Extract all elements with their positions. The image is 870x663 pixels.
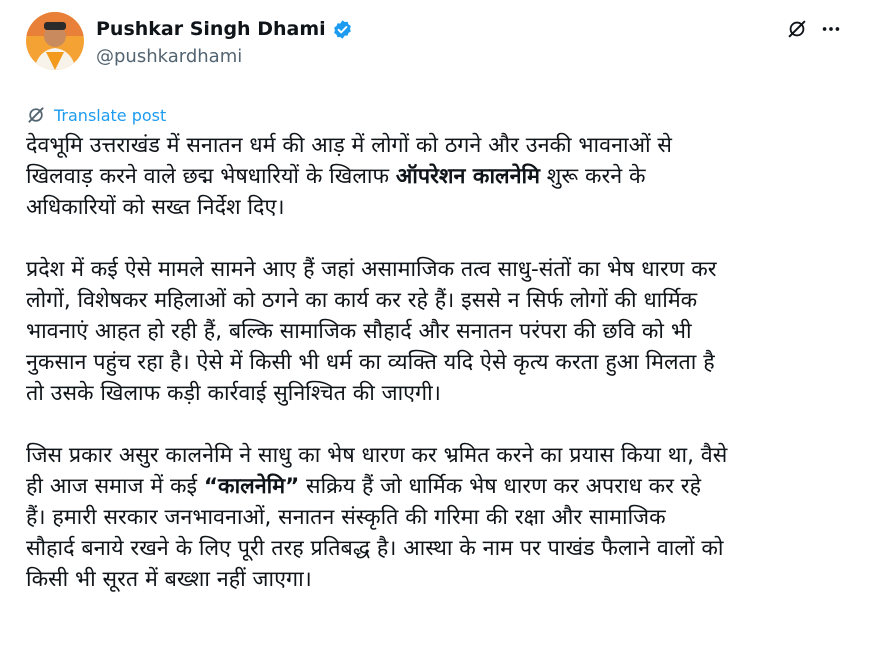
- more-icon[interactable]: [816, 14, 846, 44]
- post-text-segment: सक्रिय हैं जो धार्मिक भेष धारण कर अपराध कर रहे: [299, 474, 702, 499]
- post-text-segment: ही आज समाज में कई: [26, 474, 204, 499]
- post-line: किसी भी सूरत में बख्शा नहीं जाएगा।: [26, 567, 312, 592]
- post-line: भावनाएं आहत हो रही हैं, बल्कि सामाजिक सौहार्द और सनातन परंपरा की छवि को भी: [26, 319, 692, 344]
- author-name[interactable]: Pushkar Singh Dhami: [96, 18, 326, 40]
- kalnemi-highlight: “कालनेमि”: [203, 474, 300, 499]
- post-text-segment: शुरू करने के: [539, 164, 646, 189]
- post-text: [26, 130, 846, 595]
- post-line: जिस प्रकार असुर कालनेमि ने साधु का भेष धारण कर भ्रमित करने का प्रयास किया था, वैसे: [26, 443, 728, 468]
- post-paragraph-3: [26, 440, 846, 595]
- post-line: लोगों, विशेषकर महिलाओं को ठगने का कार्य कर रहे हैं। इससे न सिर्फ लोगों की धार्मिक: [26, 288, 698, 313]
- post-paragraph-1: [26, 130, 846, 223]
- operation-name: ऑपरेशन कालनेमि: [395, 164, 540, 189]
- post-line: देवभूमि उत्तराखंड में सनातन धर्म की आड़ में लोगों को ठगने और उनकी भावनाओं से: [26, 133, 672, 158]
- post-line: [26, 161, 846, 192]
- post-line: अधिकारियों को सख्त निर्देश दिए।: [26, 195, 285, 220]
- post-paragraph-2: [26, 254, 846, 409]
- post-line: तो उसके खिलाफ कड़ी कार्रवाई सुनिश्चित की जाएगी।: [26, 381, 441, 406]
- grok-icon[interactable]: [782, 14, 812, 44]
- post-line: प्रदेश में कई ऐसे मामले सामने आए हैं जहां असामाजिक तत्व साधु-संतों का भेष धारण कर: [26, 257, 717, 282]
- post-header: [26, 12, 844, 80]
- translate-post-link[interactable]: [26, 104, 844, 126]
- author-handle[interactable]: @pushkardhami: [96, 46, 243, 67]
- post-top-actions: [782, 14, 846, 44]
- post-line: हैं। हमारी सरकार जनभावनाओं, सनातन संस्कृति की गरिमा की रक्षा और सामाजिक: [26, 505, 666, 530]
- author-info: [96, 12, 353, 67]
- avatar[interactable]: [26, 12, 84, 70]
- translate-icon: [26, 105, 46, 125]
- post-line: नुकसान पहुंच रहा है। ऐसे में किसी भी धर्म का व्यक्ति यदि ऐसे कृत्य करता हुआ मिलता है: [26, 350, 715, 375]
- translate-label[interactable]: Translate post: [54, 105, 167, 125]
- post-line: सौहार्द बनाये रखने के लिए पूरी तरह प्रतिबद्ध है। आस्था के नाम पर पाखंड फैलाने वालों को: [26, 536, 724, 561]
- post-text-segment: खिलवाड़ करने वाले छद्म भेषधारियों के खिलाफ: [26, 164, 396, 189]
- name-row: [96, 16, 353, 42]
- post-line: [26, 471, 846, 502]
- verified-badge-icon[interactable]: [332, 19, 353, 40]
